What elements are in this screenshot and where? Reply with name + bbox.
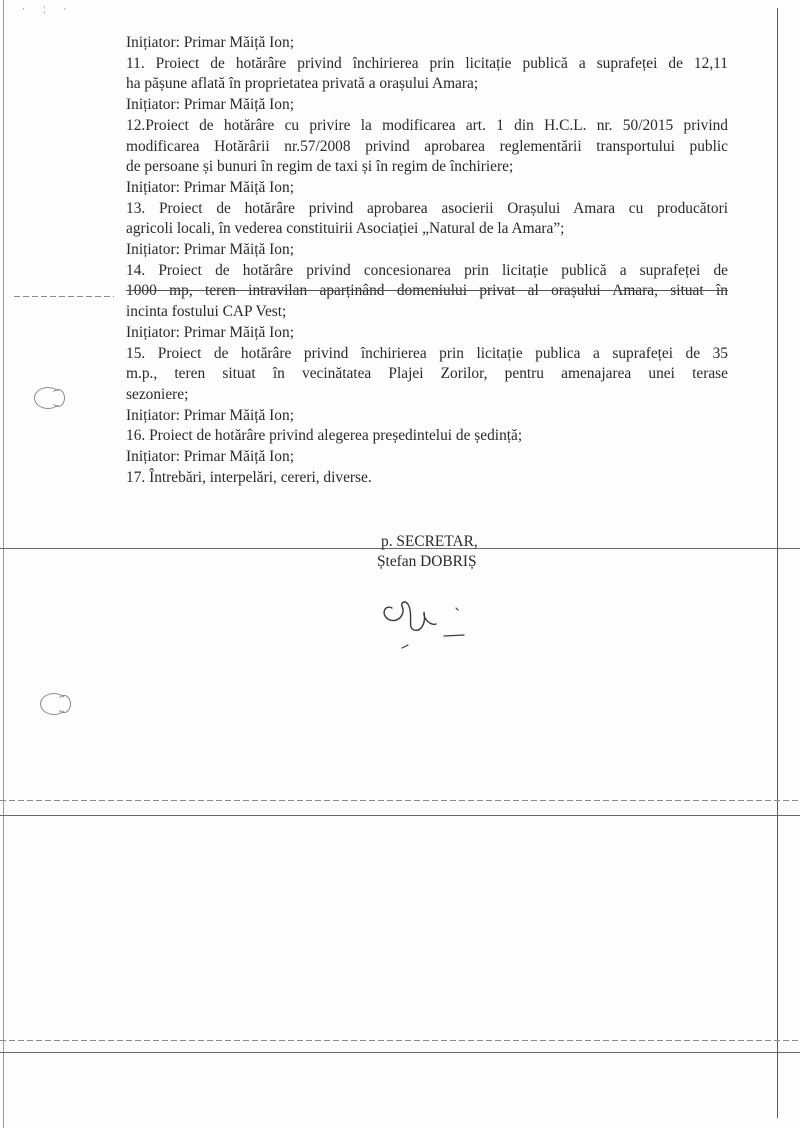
agenda-line: 11. Proiect de hotărâre privind închirierea prin licitație publică a suprafeței de 12,11 (126, 54, 728, 72)
agenda-line: de persoane și bunuri în regim de taxi și în regim de închiriere; (126, 158, 514, 176)
agenda-line: Inițiator: Primar Măiță Ion; (126, 34, 294, 51)
agenda-line: incinta fostului CAP Vest; (126, 303, 287, 321)
scan-corner-marks: · ¦ · (22, 4, 75, 14)
fold-line-4 (0, 1040, 800, 1041)
agenda-line: agricoli locali, în vederea constituirii Asociației „Natural de la Amara”; (126, 220, 565, 238)
punch-hole-top (34, 387, 62, 409)
agenda-line: 16. Proiect de hotărâre privind alegerea președintelui de ședință; (126, 427, 523, 445)
agenda-line: m.p., teren situat în vecinătatea Plajei Zorilor, pentru amenajarea unei terase (126, 365, 728, 383)
secretary-name: Ștefan DOBRIȘ (377, 553, 477, 570)
agenda-line: Inițiator: Primar Măiță Ion; (126, 178, 294, 196)
agenda-line: ha pășune aflată în proprietatea privată a orașului Amara; (126, 75, 479, 93)
scan-right-edge (777, 8, 778, 1118)
fold-line-dash (14, 296, 114, 297)
agenda-line: 14. Proiect de hotărâre privind concesionarea prin licitație publică a suprafeței de (126, 261, 728, 279)
agenda-line: sezoniere; (126, 385, 189, 403)
agenda-line: Inițiator: Primar Măiță Ion; (126, 241, 294, 259)
agenda-line: Inițiator: Primar Măiță Ion; (126, 448, 294, 466)
fold-line-2 (0, 800, 800, 801)
scan-left-edge (3, 0, 4, 1128)
agenda-line: modificarea Hotărârii nr.57/2008 privind aprobarea reglementării transportului public (126, 137, 728, 155)
handwritten-signature (378, 590, 478, 660)
agenda-line: 13. Proiect de hotărâre privind aprobarea asocierii Orașului Amara cu producători (126, 199, 728, 217)
agenda-line: Inițiator: Primar Măiță Ion; (126, 406, 294, 424)
punch-hole-bottom (40, 693, 68, 715)
signature-block (379, 532, 478, 572)
fold-line-3 (0, 815, 800, 816)
fold-line-5 (0, 1052, 800, 1053)
agenda-line: Inițiator: Primar Măiță Ion; (126, 323, 294, 341)
agenda-text (126, 33, 728, 488)
agenda-line: 17. Întrebări, interpelări, cereri, diverse. (126, 468, 372, 486)
agenda-line: Inițiator: Primar Măiță Ion; (126, 96, 294, 114)
secretary-title: p. SECRETAR, (381, 533, 478, 550)
agenda-line: 12.Proiect de hotărâre cu privire la modificarea art. 1 din H.C.L. nr. 50/2015 privind (126, 116, 728, 134)
agenda-line: 15. Proiect de hotărâre privind închirierea prin licitație publica a suprafeței de 35 (126, 344, 728, 362)
agenda-line: 1000 mp, teren intravilan aparținând domeniului privat al orașului Amara, situat în (126, 282, 728, 300)
